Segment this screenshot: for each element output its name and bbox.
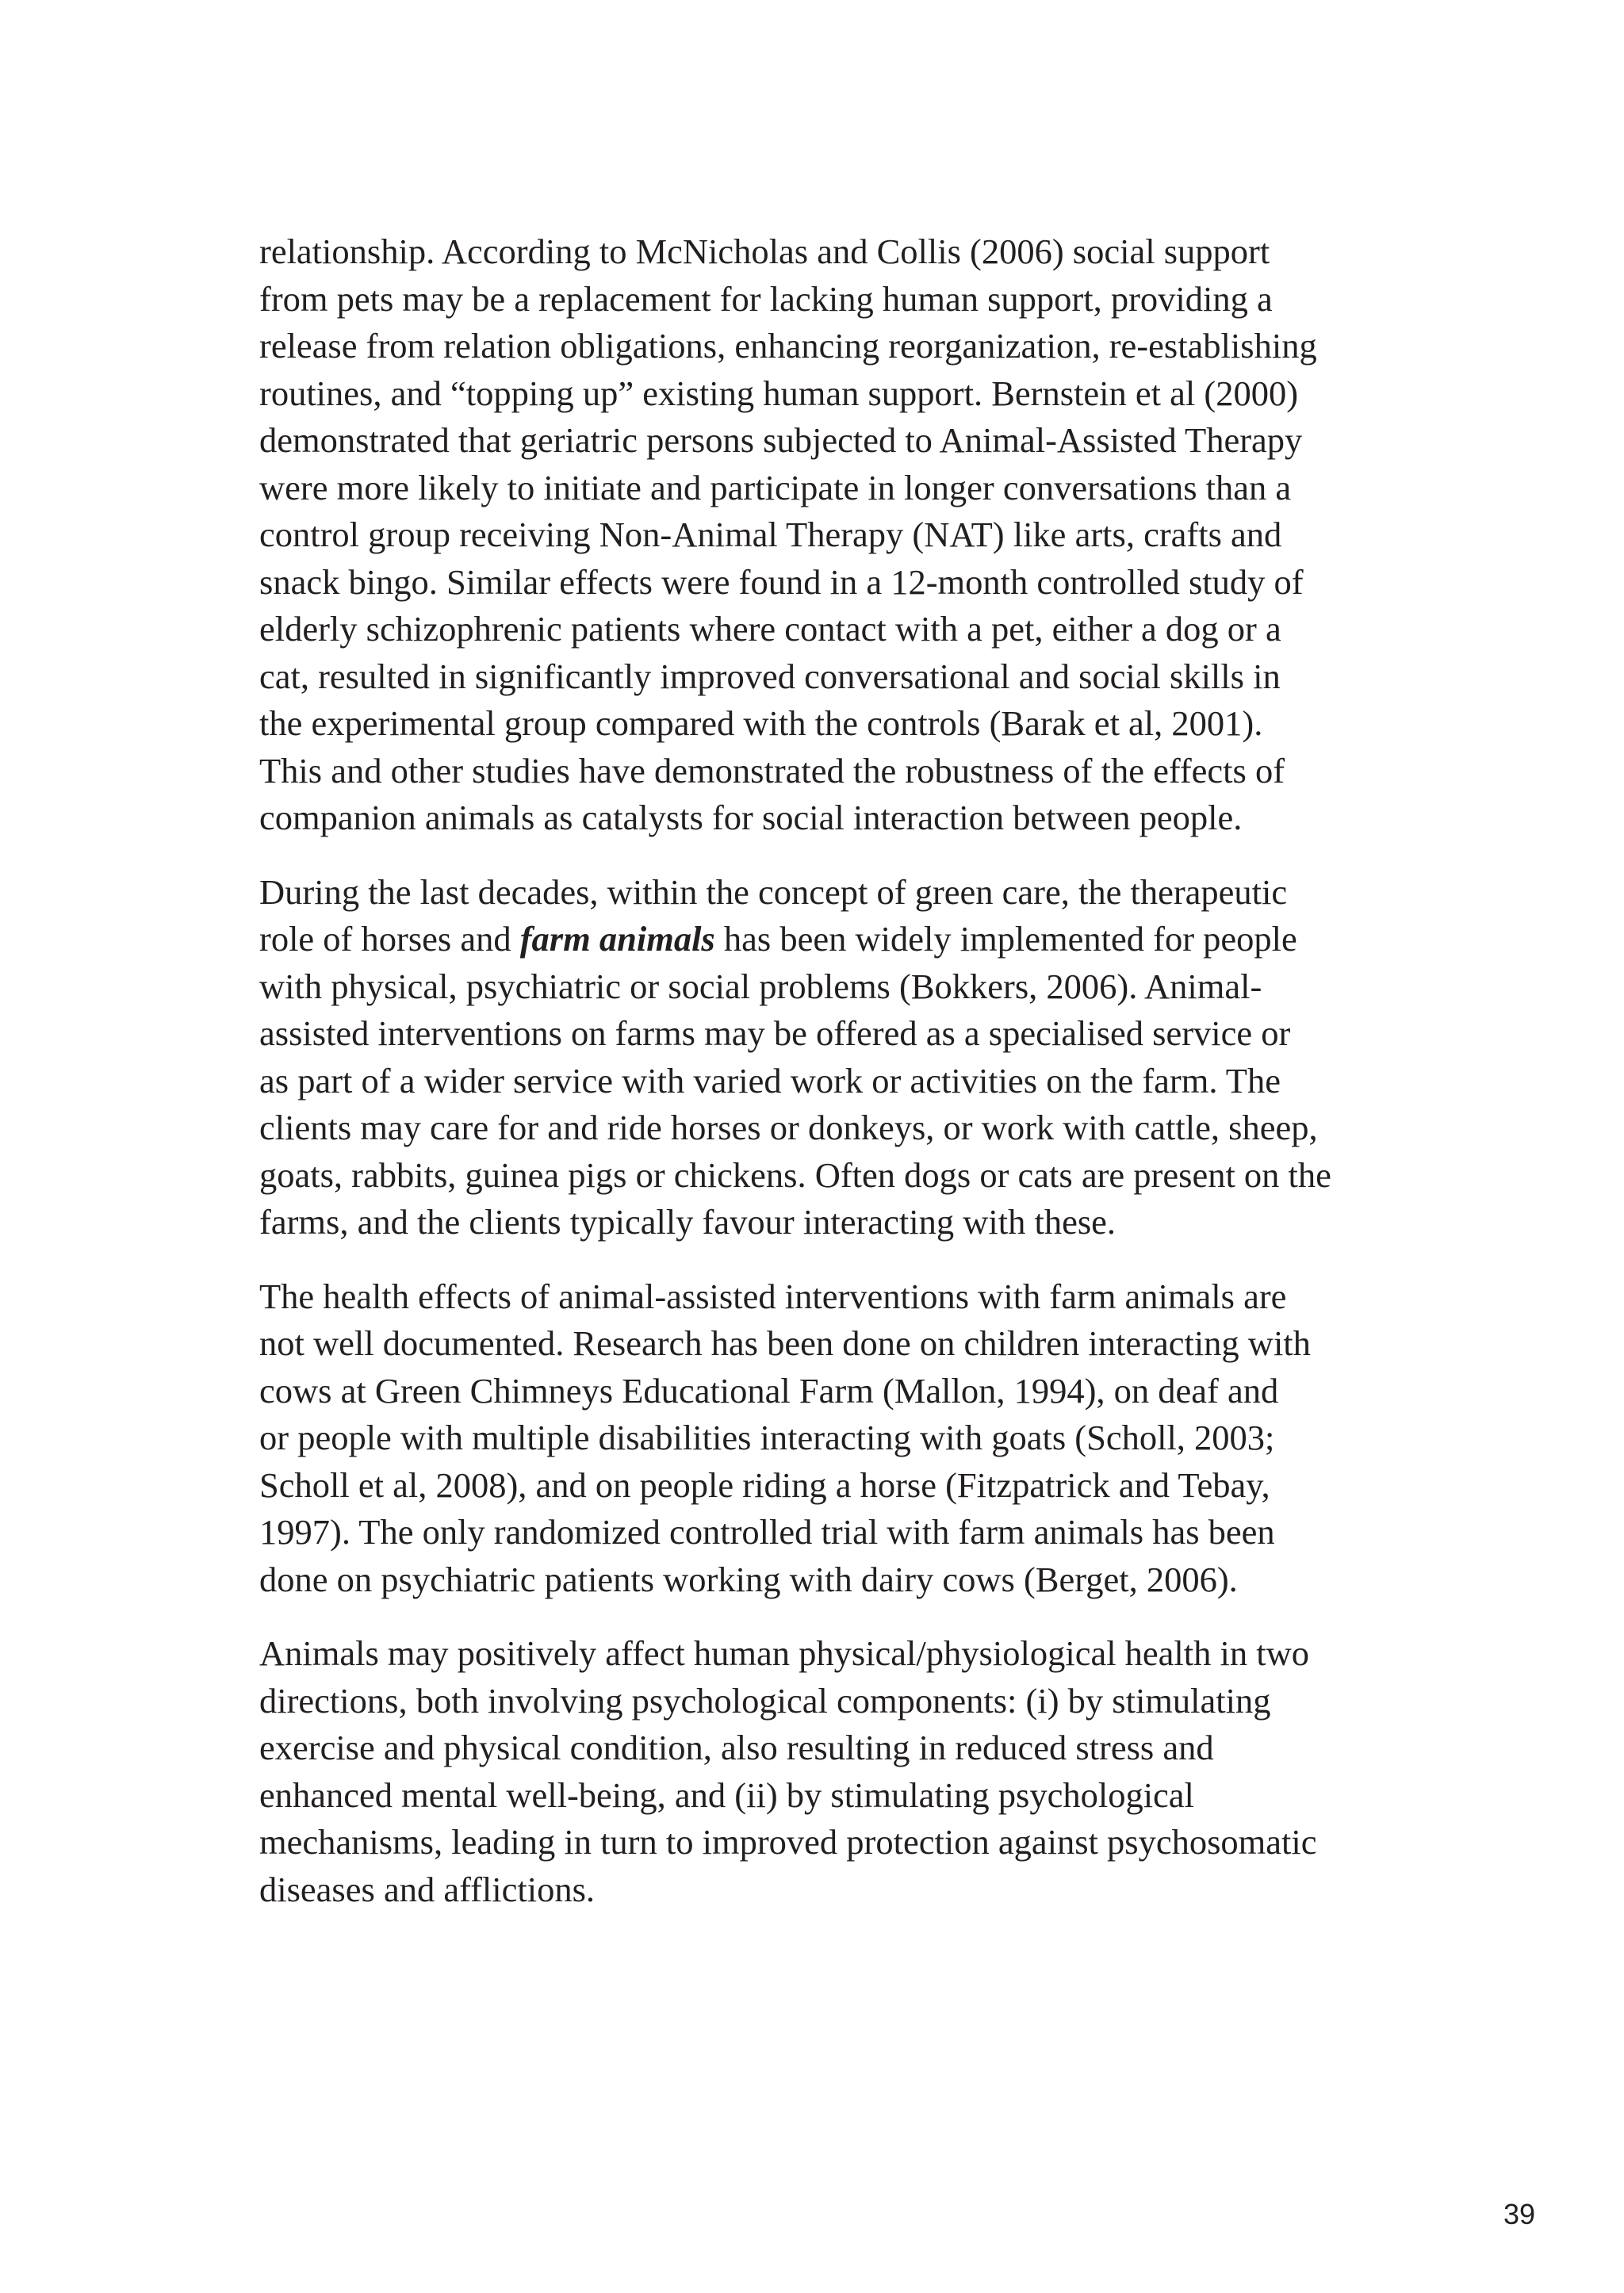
text-line: were more likely to initiate and participate in longer conversations than a: [259, 467, 1292, 507]
text-line: [259, 916, 1401, 963]
emphasized-term: farm animals: [519, 919, 715, 959]
text-line: routines, and “topping up” existing human support. Bernstein et al (2000): [259, 373, 1299, 413]
text-line: cows at Green Chimneys Educational Farm (Mallon, 1994), on deaf and: [259, 1370, 1279, 1411]
text-line: done on psychiatric patients working with dairy cows (Berget, 2006).: [259, 1559, 1238, 1599]
text-line: from pets may be a replacement for lacking human support, providing a: [259, 278, 1273, 319]
text-line: This and other studies have demonstrated the robustness of the effects of: [259, 750, 1285, 790]
text-line: mechanisms, leading in turn to improved protection against psychosomatic: [259, 1822, 1317, 1862]
text-line: release from relation obligations, enhancing reorganization, re-establishing: [259, 326, 1317, 366]
text-line: assisted interventions on farms may be offered as a specialised service or: [259, 1013, 1291, 1053]
text-line: not well documented. Research has been done on children interacting with: [259, 1323, 1311, 1363]
text-line: exercise and physical condition, also resulting in reduced stress and: [259, 1728, 1214, 1767]
paragraph-2: [259, 869, 1401, 1246]
text-line: farms, and the clients typically favour interacting with these.: [259, 1202, 1116, 1242]
text-line: 1997). The only randomized controlled trial with farm animals has been: [259, 1512, 1275, 1552]
text-line: clients may care for and ride horses or donkeys, or work with cattle, sheep,: [259, 1108, 1318, 1147]
text-line: directions, both involving psychological components: (i) by stimulating: [259, 1680, 1271, 1721]
text-line: cat, resulted in significantly improved conversational and social skills in: [259, 656, 1281, 696]
body-text: [259, 228, 1401, 1940]
text-line: Animals may positively affect human physical/physiological health in two: [259, 1633, 1310, 1673]
paragraph-4: [259, 1630, 1401, 1913]
text-segment: role of horses and: [259, 919, 520, 959]
paragraph-1: [259, 228, 1401, 842]
text-line: elderly schizophrenic patients where contact with a pet, either a dog or a: [259, 609, 1281, 649]
text-line: the experimental group compared with the controls (Barak et al, 2001).: [259, 703, 1263, 743]
text-line: Scholl et al, 2008), and on people riding a horse (Fitzpatrick and Tebay,: [259, 1464, 1270, 1505]
text-line: or people with multiple disabilities interacting with goats (Scholl, 2003;: [259, 1418, 1275, 1457]
text-line: diseases and afflictions.: [259, 1869, 596, 1909]
text-line: control group receiving Non-Animal Therapy (NAT) like arts, crafts and: [259, 515, 1282, 554]
text-line: snack bingo. Similar effects were found in a 12-month controlled study of: [259, 561, 1304, 602]
page-number: 39: [1503, 2198, 1535, 2230]
text-line: demonstrated that geriatric persons subjected to Animal-Assisted Therapy: [259, 420, 1303, 460]
text-line: During the last decades, within the concept of green care, the therapeutic: [259, 871, 1288, 912]
text-line: as part of a wider service with varied work or activities on the farm. The: [259, 1060, 1281, 1101]
text-line: with physical, psychiatric or social problems (Bokkers, 2006). Animal-: [259, 966, 1262, 1006]
text-line: enhanced mental well-being, and (ii) by stimulating psychological: [259, 1774, 1194, 1815]
paragraph-3: [259, 1273, 1401, 1604]
text-line: The health effects of animal-assisted interventions with farm animals are: [259, 1276, 1287, 1316]
text-line: companion animals as catalysts for social interaction between people.: [259, 798, 1243, 837]
text-line: relationship. According to McNicholas and Collis (2006) social support: [259, 232, 1270, 271]
text-segment: has been widely implemented for people: [714, 919, 1297, 959]
text-line: goats, rabbits, guinea pigs or chickens. Often dogs or cats are present on the: [259, 1154, 1331, 1195]
